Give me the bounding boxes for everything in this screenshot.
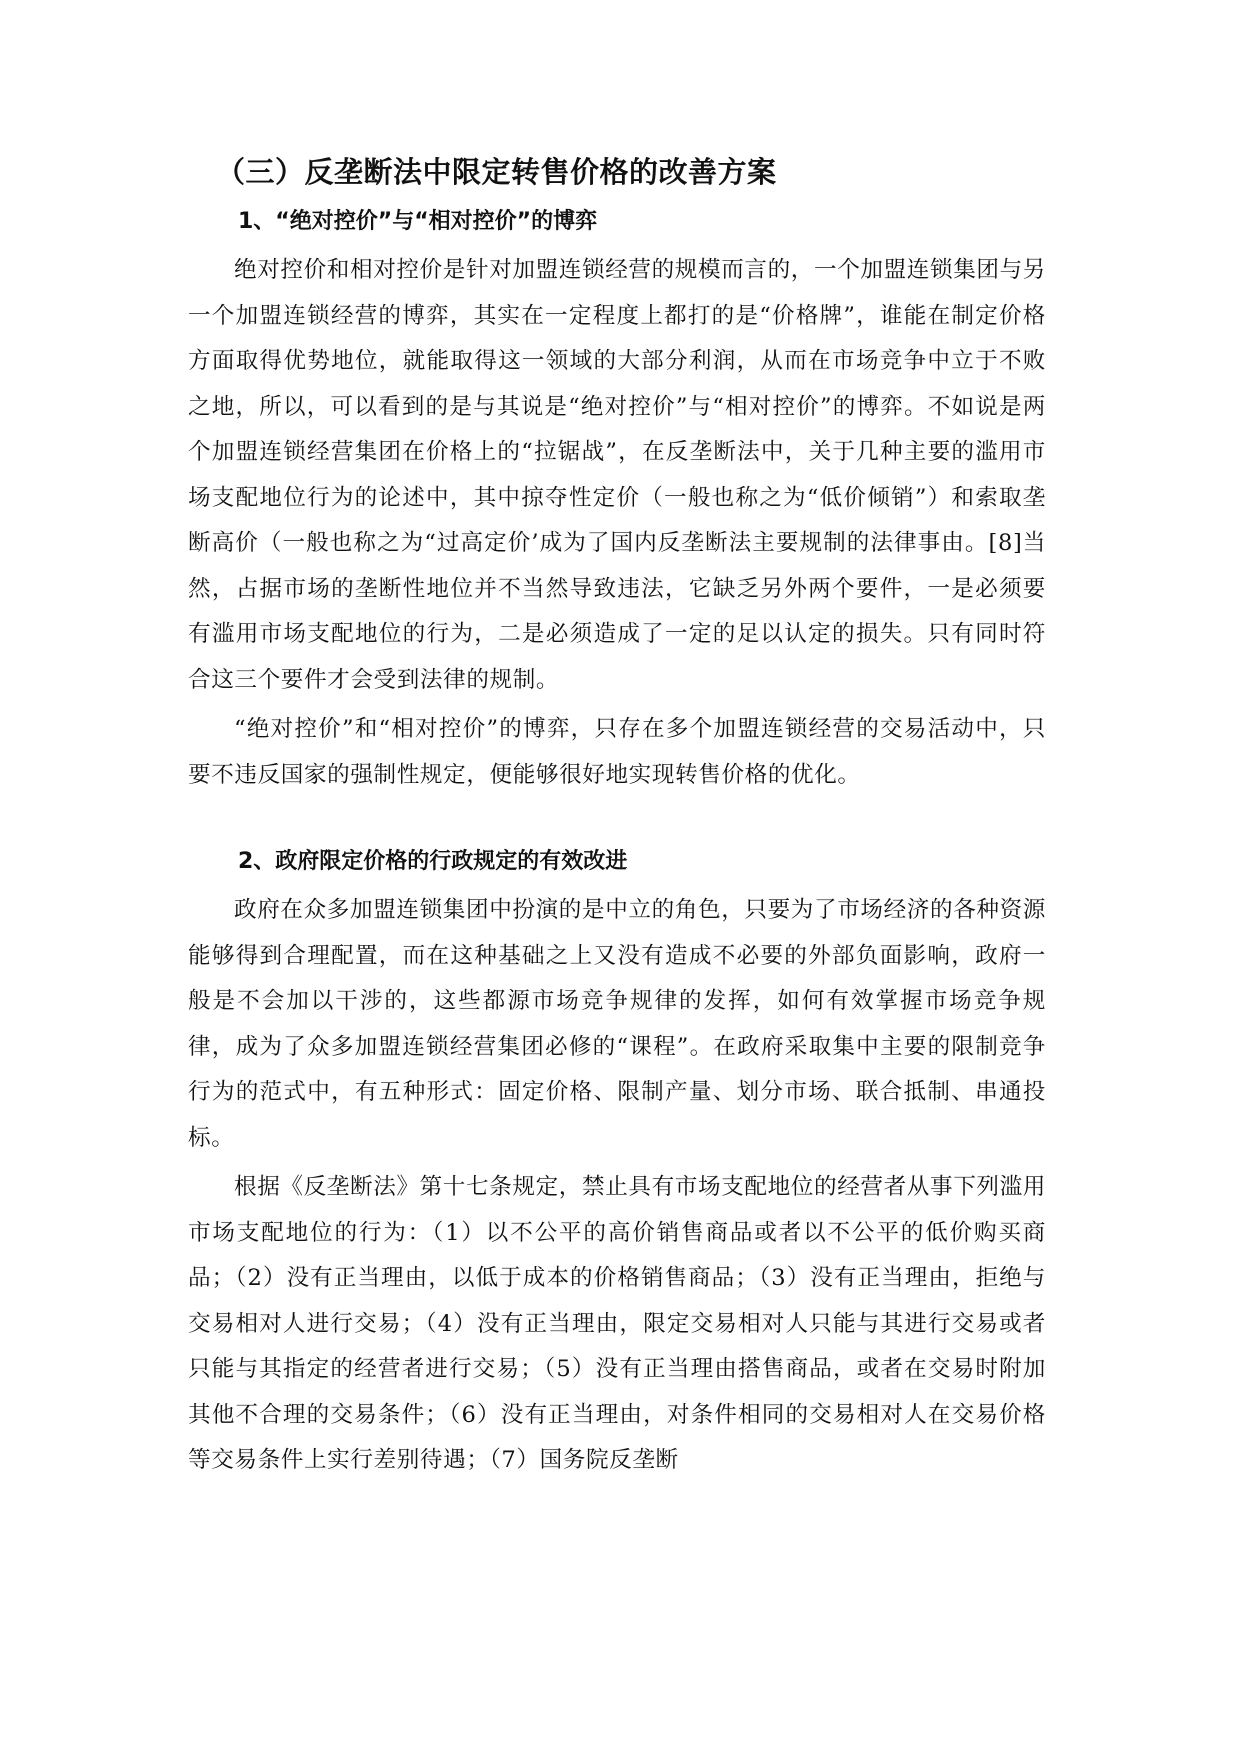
paragraph: 政府在众多加盟连锁集团中扮演的是中立的角色，只要为了市场经济的各种资源能够得到合理配置，而在这种基础之上又没有造成不必要的外部负面影响，政府一般是不会加以干涉的，这些都源市场竞争规律的发挥，如何有效掌握市场竞争规律，成为了众多加盟连锁经营集团必修的“课程”。在政府采取集中主要的限制竞争行为的范式中，有五种形式：固定价格、限制产量、划分市场、联合抵制、串通投标。 (188, 897, 1046, 1151)
section-title: （三）反垄断法中限定转售价格的改善方案 (216, 155, 777, 189)
subsection-title-2: 2、政府限定价格的行政规定的有效改进 (238, 849, 628, 874)
paragraph: 根据《反垄断法》第十七条规定，禁止具有市场支配地位的经营者从事下列滥用市场支配地位的行为：（1）以不公平的高价销售商品或者以不公平的低价购买商品；（2）没有正当理由，以低于成本的价格销售商品；（3）没有正当理由，拒绝与交易相对人进行交易；（4）没有正当理由，限定交易相对人只能与其进行交易或者只能与其指定的经营者进行交易；（5）没有正当理由搭售商品，或者在交易时附加其他不合理的交易条件；（6）没有正当理由，对条件相同的交易相对人在交易价格等交易条件上实行差别待遇；（7）国务院反垄断 (188, 1174, 1046, 1473)
paragraph: “绝对控价”和“相对控价”的博弈，只存在多个加盟连锁经营的交易活动中，只要不违反国家的强制性规定，便能够很好地实现转售价格的优化。 (188, 716, 1046, 788)
paragraph: 绝对控价和相对控价是针对加盟连锁经营的规模而言的，一个加盟连锁集团与另一个加盟连锁经营的博弈，其实在一定程度上都打的是“价格牌”，谁能在制定价格方面取得优势地位，就能取得这一领域的大部分利润，从而在市场竞争中立于不败之地，所以，可以看到的是与其说是“绝对控价”与“相对控价”的博弈。不如说是两个加盟连锁经营集团在价格上的“拉锯战”，在反垄断法中，关于几种主要的滥用市场支配地位行为的论述中，其中掠夺性定价（一般也称之为“低价倾销”）和索取垄断高价（一般也称之为“过高定价’成为了国内反垄断法主要规制的法律事由。[8]当然，占据市场的垄断性地位并不当然导致违法，它缺乏另外两个要件，一是必须要有滥用市场支配地位的行为，二是必须造成了一定的足以认定的损失。只有同时符合这三个要件才会受到法律的规制。 (188, 257, 1046, 693)
subsection-title-1: 1、“绝对控价”与“相对控价”的博弈 (238, 209, 598, 234)
document-body (188, 150, 1046, 1488)
